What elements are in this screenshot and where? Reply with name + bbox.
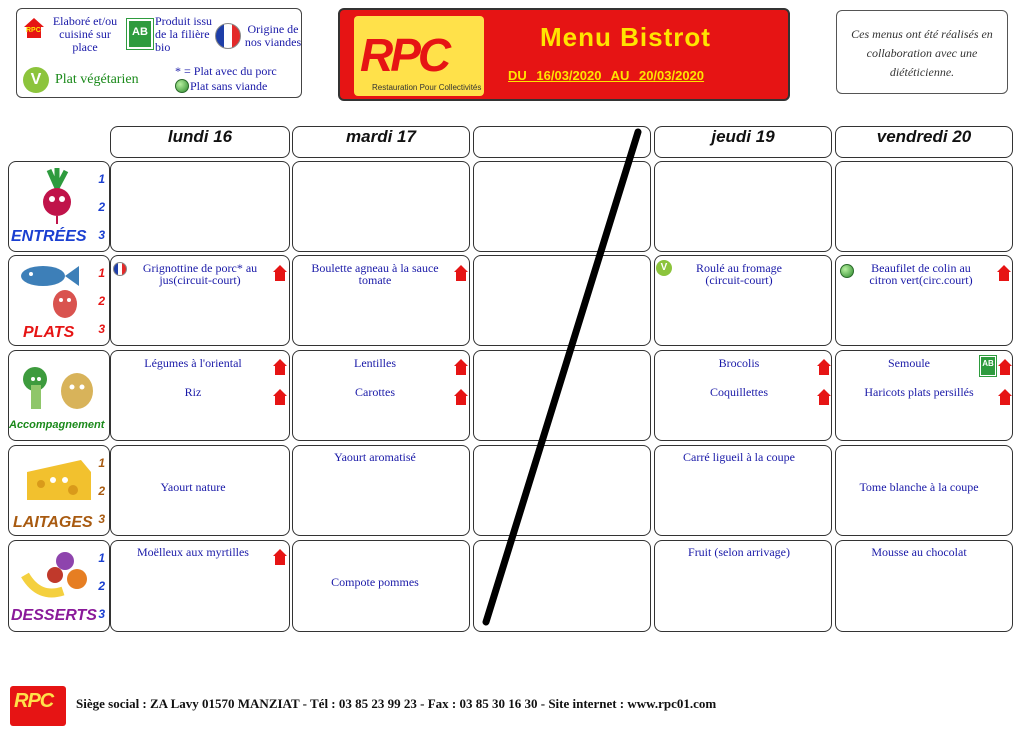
footer-address: Siège social : ZA Lavy 01570 MANZIAT - Tél : 03 85 23 99 23 - Fax : 03 85 30 16 30 - Site internet : www.rpc01.com (76, 696, 717, 711)
dish-dess-mardi: Compote pommes (331, 575, 419, 589)
row-label-desserts: DESSERTS (11, 607, 97, 624)
menu-cell-entrees-mardi (292, 161, 470, 252)
dish-plat-mardi: Boulette agneau à la sauce tomate (311, 261, 439, 287)
row-num-1: 1 (98, 551, 105, 565)
row-header-entrees (8, 161, 110, 252)
dish-acc-lundi-2: Riz (184, 385, 202, 399)
row-num-3: 3 (98, 607, 105, 621)
dish-plat-jeudi: Roulé au fromage (circuit-court) (696, 261, 782, 287)
legend-porc: * = Plat avec du porc (175, 64, 277, 78)
menu-title: Menu Bistrot (540, 22, 711, 52)
dish-dess-jeudi: Fruit (selon arrivage) (688, 545, 790, 559)
dish-acc-jeudi-2: Coquillettes (710, 385, 768, 399)
dietitian-note: Ces menus ont été réalisés en collaboration avec une diététicienne. (836, 10, 1008, 94)
dish-acc-lundi-1: Légumes à l'oriental (144, 356, 242, 370)
dish-acc-vendredi-1: Semoule (888, 356, 930, 370)
dish-lait-vendredi: Tome blanche à la coupe (859, 480, 979, 494)
menu-cell-entrees-jeudi (654, 161, 832, 252)
row-num-3: 3 (98, 322, 105, 336)
row-label-accompagnement: Accompagnement (9, 419, 105, 431)
fish-meat-icon (15, 260, 95, 320)
house-icon (453, 358, 469, 376)
dish-acc-mardi-2: Carottes (355, 385, 395, 399)
row-num-1: 1 (98, 172, 105, 186)
rpc-logo-subtitle: Restauration Pour Collectivités (372, 83, 482, 92)
dish-plat-lundi: Grignottine de porc* au jus(circuit-court) (142, 261, 258, 287)
row-num-2: 2 (98, 294, 105, 308)
beet-icon (33, 166, 81, 226)
legend-origine: Origine de nos viandes (244, 22, 302, 49)
france-flag-icon (215, 23, 241, 49)
row-label-entrees: ENTRÉES (11, 228, 87, 245)
dish-lait-lundi: Yaourt nature (160, 480, 226, 494)
house-icon (997, 358, 1013, 376)
house-icon (453, 388, 469, 406)
legend-box (16, 8, 302, 98)
house-icon (816, 388, 832, 406)
day-header-vendredi: vendredi 20 (835, 126, 1013, 158)
row-num-1: 1 (98, 456, 105, 470)
header-banner (338, 8, 790, 101)
row-num-1: 1 (98, 266, 105, 280)
house-icon (453, 264, 469, 282)
row-num-3: 3 (98, 512, 105, 526)
vegetarian-icon: V (23, 67, 49, 93)
vegetarian-icon: V (656, 260, 672, 276)
footer (10, 686, 1010, 730)
house-icon (996, 264, 1012, 282)
fruits-icon (19, 545, 95, 601)
row-num-2: 2 (98, 579, 105, 593)
footer-rpc-logo (10, 686, 66, 726)
vegetables-icon (17, 365, 101, 413)
row-header-desserts (8, 540, 110, 632)
rpc-logo-text: RPC (360, 29, 449, 81)
cheese-icon (21, 454, 97, 506)
menu-dates: DU 16/03/2020 AU 20/03/2020 (508, 68, 705, 83)
row-header-accompagnement (8, 350, 110, 441)
rpc-logo (354, 16, 484, 96)
row-header-laitages (8, 445, 110, 536)
row-label-plats: PLATS (23, 324, 75, 341)
row-label-laitages: LAITAGES (13, 514, 93, 531)
no-meat-icon (840, 264, 854, 278)
menu-cell-entrees-vendredi (835, 161, 1013, 252)
dish-acc-mardi-1: Lentilles (354, 356, 396, 370)
legend-vegetarien: Plat végétarien (55, 72, 139, 87)
dish-plat-vendredi: Beaufilet de colin au citron vert(circ.court) (869, 261, 973, 287)
bio-icon: AB (127, 19, 153, 49)
row-num-2: 2 (98, 200, 105, 214)
house-rpc-text: RPC (26, 27, 41, 34)
house-icon (272, 548, 288, 566)
france-flag-icon (113, 262, 127, 276)
legend-elabore: Elaboré et/ou cuisiné sur place (52, 14, 118, 54)
dish-dess-vendredi: Mousse au chocolat (871, 545, 967, 559)
wednesday-strike-line (470, 126, 654, 632)
dish-acc-vendredi-2: Haricots plats persillés (864, 385, 974, 399)
row-num-2: 2 (98, 484, 105, 498)
menu-cell-entrees-lundi (110, 161, 290, 252)
house-icon (272, 388, 288, 406)
dish-acc-jeudi-1: Brocolis (718, 356, 760, 370)
house-icon (272, 264, 288, 282)
footer-logo-text: RPC (14, 690, 54, 712)
legend-sans-viande: Plat sans viande (190, 79, 268, 93)
house-icon (816, 358, 832, 376)
dish-lait-mardi: Yaourt aromatisé (334, 450, 416, 464)
dish-lait-jeudi: Carré ligueil à la coupe (683, 450, 795, 464)
house-icon (272, 358, 288, 376)
no-meat-icon (175, 79, 189, 93)
day-header-jeudi: jeudi 19 (654, 126, 832, 158)
house-icon (997, 388, 1013, 406)
row-header-plats (8, 255, 110, 346)
bio-icon: AB (980, 356, 996, 376)
day-header-mardi: mardi 17 (292, 126, 470, 158)
day-header-lundi: lundi 16 (110, 126, 290, 158)
dish-dess-lundi: Moëlleux aux myrtilles (137, 545, 249, 559)
legend-bio: Produit issu de la filière bio (155, 14, 213, 54)
row-num-3: 3 (98, 228, 105, 242)
